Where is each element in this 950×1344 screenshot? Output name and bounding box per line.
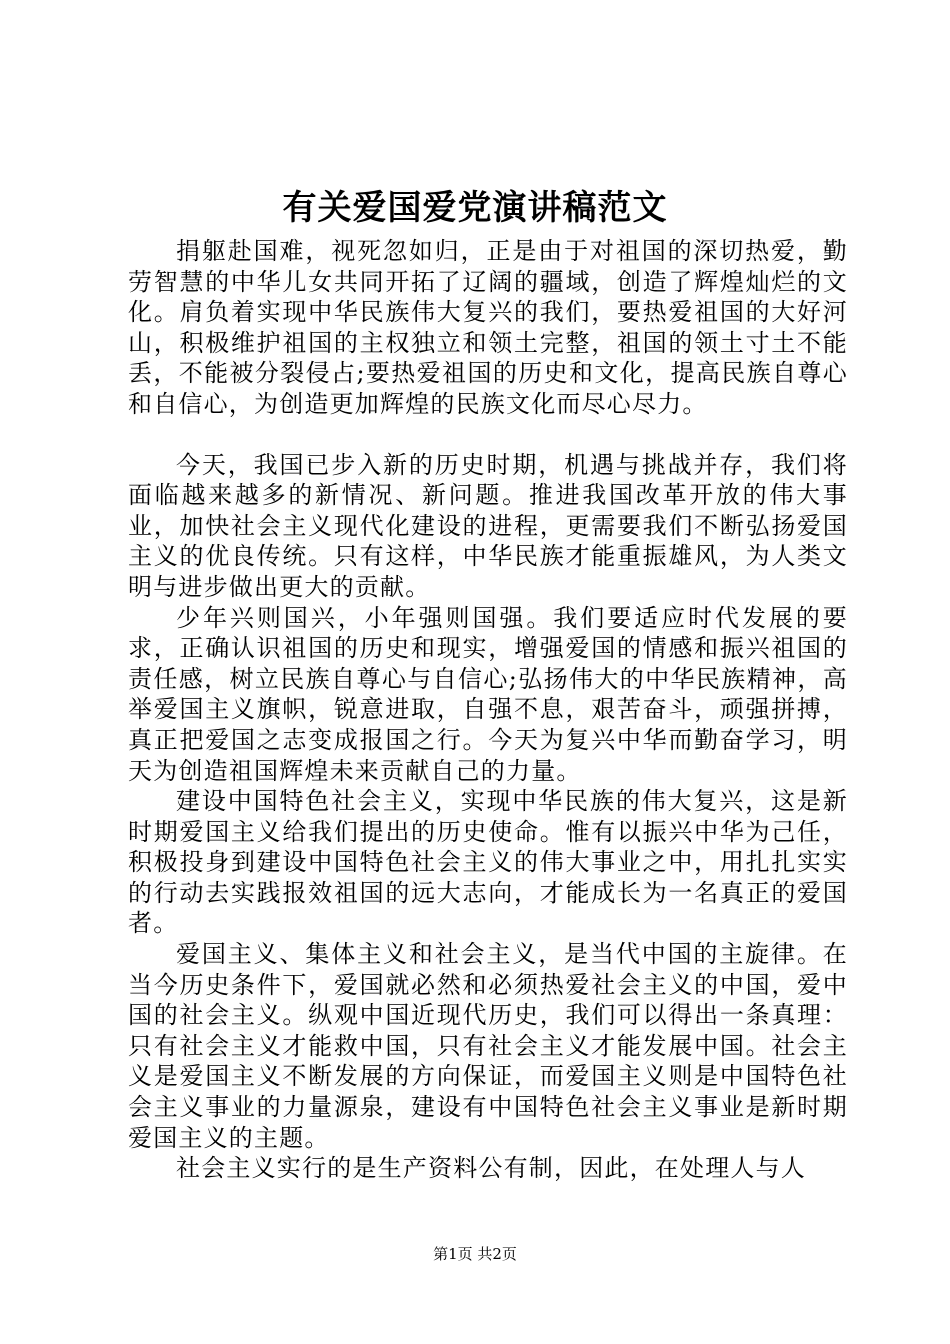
- paragraph-6: 社会主义实行的是生产资料公有制，因此，在处理人与人: [176, 1154, 806, 1183]
- page-footer: [0, 1242, 950, 1266]
- paragraph-1: 捐躯赴国难，视死忽如归，正是由于对祖国的深切热爱，勤劳智慧的中华儿女共同开拓了辽阔的疆域，创造了辉煌灿烂的文化。肩负着实现中华民族伟大复兴的我们，要热爱祖国的大好河山，积极维护祖国的主权独立和领土完整，祖国的领土寸土不能丢，不能被分裂侵占;要热爱祖国的历史和文化，提高民族自尊心和自信心，为创造更加辉煌的民族文化而尽心尽力。: [128, 237, 848, 418]
- document-title: 有关爱国爱党演讲稿范文: [282, 188, 668, 228]
- page-number: 第1页: [433, 1245, 473, 1263]
- paragraph-2: 今天，我国已步入新的历史时期，机遇与挑战并存，我们将面临越来越多的新情况、新问题。推进我国改革开放的伟大事业，加快社会主义现代化建设的进程，更需要我们不断弘扬爱国主义的优良传统。只有这样，中华民族才能重振雄风，为人类文明与进步做出更大的贡献。: [128, 450, 848, 601]
- paragraph-3: 少年兴则国兴，小年强则国强。我们要适应时代发展的要求，正确认识祖国的历史和现实，增强爱国的情感和振兴祖国的责任感，树立民族自尊心与自信心;弘扬伟大的中华民族精神，高举爱国主义旗帜，锐意进取，自强不息，艰苦奋斗，顽强拼搏，真正把爱国之志变成报国之行。今天为复兴中华而勤奋学习，明天为创造祖国辉煌未来贡献自己的力量。: [128, 603, 848, 785]
- paragraph-5: 爱国主义、集体主义和社会主义，是当代中国的主旋律。在当今历史条件下，爱国就必然和必须热爱社会主义的中国，爱中国的社会主义。纵观中国近现代历史，我们可以得出一条真理：只有社会主义才能救中国，只有社会主义才能发展中国。社会主义是爱国主义不断发展的方向保证，而爱国主义则是中国特色社会主义事业的力量源泉，建设有中国特色社会主义事业是新时期爱国主义的主题。: [128, 940, 848, 1152]
- document-body: [128, 236, 848, 1184]
- page-total: 共2页: [477, 1245, 517, 1263]
- paragraph-4: 建设中国特色社会主义，实现中华民族的伟大复兴，这是新时期爱国主义给我们提出的历史使命。惟有以振兴中华为己任，积极投身到建设中国特色社会主义的伟大事业之中，用扎扎实实的行动去实践报效祖国的远大志向，才能成长为一名真正的爱国者。: [128, 787, 848, 938]
